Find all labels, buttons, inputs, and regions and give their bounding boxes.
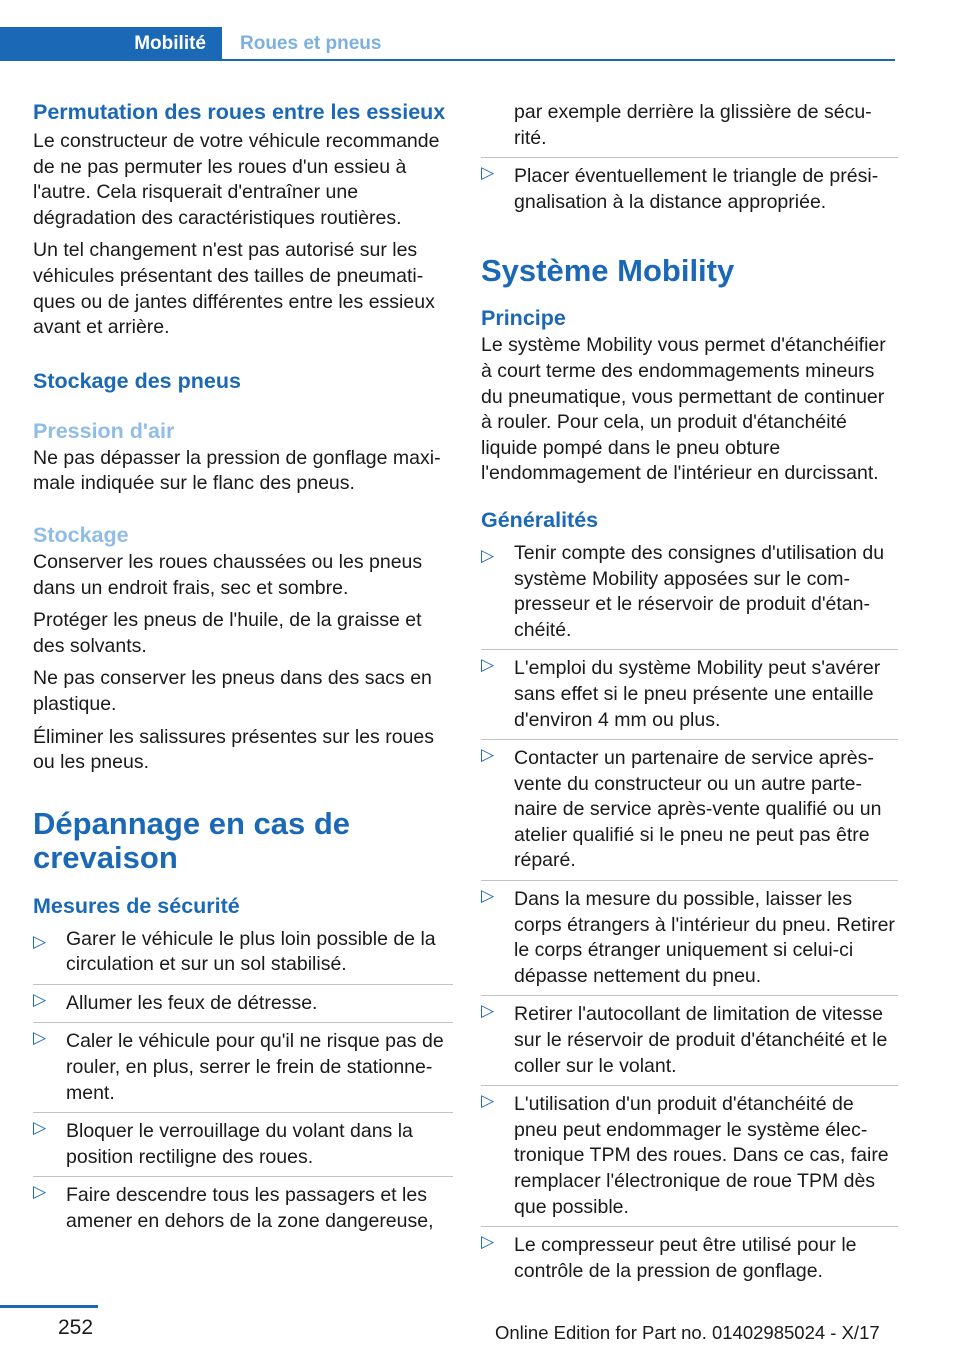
- list-item: [481, 158, 896, 222]
- paragraph-stockage-1: Conserver les roues chaussées ou les pneus dans un endroit frais, sec et sombre.: [33, 550, 423, 599]
- triangle-bullet-icon: ▷: [481, 1232, 495, 1252]
- list-item: [481, 1086, 896, 1227]
- heading-generalites: Généralités: [481, 507, 599, 532]
- list-mesures-securite: [33, 927, 451, 1242]
- left-column: [33, 100, 451, 1242]
- list-mesures-continued: [481, 100, 896, 222]
- triangle-bullet-icon: ▷: [481, 745, 495, 765]
- heading-principe: Principe: [481, 306, 566, 331]
- tab-mobilite: Mobilité: [0, 27, 222, 61]
- list-item: [33, 1113, 451, 1177]
- list-item-text: Caler le véhicule pour qu'il ne risque pas de rouler, en plus, serrer le frein de stationnement.: [66, 1030, 444, 1104]
- list-item: [481, 1227, 896, 1291]
- paragraph-stockage-4: Éliminer les salissures présentes sur les roues ou les pneus.: [33, 725, 434, 774]
- paragraph-stockage-3: Ne pas conserver les pneus dans des sacs en plastique.: [33, 667, 432, 715]
- list-item: [481, 996, 896, 1086]
- list-item-text: Faire descendre tous les passagers et les amener en dehors de la zone dangereuse,: [66, 1184, 434, 1233]
- triangle-bullet-icon: ▷: [481, 1091, 495, 1111]
- triangle-bullet-icon: ▷: [33, 989, 47, 1009]
- heading-permutation: Permutation des roues entre les essieux: [33, 100, 446, 124]
- paragraph-pression: Ne pas dépasser la pression de gonflage maximale indiquée sur le flanc des pneus.: [33, 446, 441, 495]
- list-item: [33, 1023, 451, 1113]
- list-item-text: Contacter un partenaire de service après-vente du constructeur ou un autre partenaire de service après-vente qualifié ou un atelier qualifié si le pneu ne peut pas être réparé.: [514, 747, 882, 872]
- right-column: [481, 100, 896, 1291]
- header-tabs: [0, 27, 895, 61]
- triangle-bullet-icon: ▷: [481, 545, 495, 565]
- heading-stockage-pneus: Stockage des pneus: [33, 368, 241, 393]
- list-item: [481, 881, 896, 996]
- list-item: [33, 1177, 451, 1241]
- list-item-continuation: [481, 100, 896, 158]
- heading-mesures-securite: Mesures de sécurité: [33, 893, 240, 918]
- page-number: 252: [58, 1316, 94, 1339]
- list-item-text: Placer éventuellement le triangle de présignalisation à la distance appropriée.: [514, 165, 879, 213]
- triangle-bullet-icon: ▷: [33, 931, 47, 951]
- list-item-text: Dans la mesure du possible, laisser les corps étrangers à l'intérieur du pneu. Retirer le corps étranger uniquement si celui-ci dépasse nettement du pneu.: [514, 888, 895, 987]
- triangle-bullet-icon: ▷: [33, 1182, 47, 1202]
- list-item-text: Bloquer le verrouillage du volant dans la position rectiligne des roues.: [66, 1120, 413, 1168]
- triangle-bullet-icon: ▷: [481, 655, 495, 675]
- list-item-text: Tenir compte des consignes d'utilisation du système Mobility apposées sur le compresseur et le réservoir de produit d'étanchéité.: [514, 541, 885, 641]
- list-item: [481, 541, 896, 650]
- list-item-text: par exemple derrière la glissière de sécurité.: [514, 101, 872, 149]
- list-item-text: L'emploi du système Mobility peut s'avérer sans effet si le pneu présente une entaille d'environ 4 mm ou plus.: [514, 657, 881, 731]
- list-item-text: Allumer les feux de détresse.: [66, 991, 318, 1014]
- list-item-text: Le compresseur peut être utilisé pour le contrôle de la pression de gonflage.: [514, 1234, 857, 1282]
- list-item: [481, 740, 896, 881]
- triangle-bullet-icon: ▷: [33, 1118, 47, 1138]
- footer-rule: [0, 1305, 98, 1308]
- list-generalites: [481, 541, 896, 1291]
- triangle-bullet-icon: ▷: [33, 1028, 47, 1048]
- triangle-bullet-icon: ▷: [481, 886, 495, 906]
- heading-pression-air: Pression d'air: [33, 418, 175, 443]
- heading-stockage: Stockage: [33, 522, 129, 547]
- heading-systeme-mobility: Système Mobility: [481, 253, 735, 289]
- list-item: [33, 985, 451, 1024]
- paragraph-permutation-1: Le constructeur de votre véhicule recommande de ne pas permuter les roues d'un essieu à l'autre. Cela risquerait d'entraîner une dégradation des caractéristiques routières.: [33, 130, 440, 229]
- list-item: [33, 927, 451, 985]
- paragraph-stockage-2: Protéger les pneus de l'huile, de la graisse et des solvants.: [33, 609, 422, 657]
- list-item: [481, 650, 896, 740]
- tab-roues-et-pneus: Roues et pneus: [240, 33, 382, 54]
- paragraph-permutation-2: Un tel changement n'est pas autorisé sur les véhicules présentant des tailles de pneumatiques ou de jantes différentes entre les essieux avant et arrière.: [33, 239, 435, 339]
- triangle-bullet-icon: ▷: [481, 163, 495, 183]
- paragraph-principe: Le système Mobility vous permet d'étanchéifier à court terme des endommagements mineurs du pneumatique, vous permettant de continuer à rouler. Pour cela, un produit d'étanchéité liquide pompé dans le pneu obture l'endommagement de l'intérieur en durcissant.: [481, 334, 886, 485]
- list-item-text: Retirer l'autocollant de limitation de vitesse sur le réservoir de produit d'étanchéité et le coller sur le volant.: [514, 1003, 888, 1077]
- triangle-bullet-icon: ▷: [481, 1001, 495, 1021]
- list-item-text: L'utilisation d'un produit d'étanchéité de pneu peut endommager le système électronique TPM des roues. Dans ce cas, faire remplacer l'électronique de roue TPM dès que possible.: [514, 1093, 889, 1218]
- list-item-text: Garer le véhicule le plus loin possible de la circulation et sur un sol stabilisé.: [66, 927, 436, 976]
- edition-note: Online Edition for Part no. 01402985024 - X/17: [495, 1322, 880, 1343]
- header-rule: [222, 59, 895, 61]
- heading-depannage: Dépannage en cas de crevaison: [33, 805, 351, 875]
